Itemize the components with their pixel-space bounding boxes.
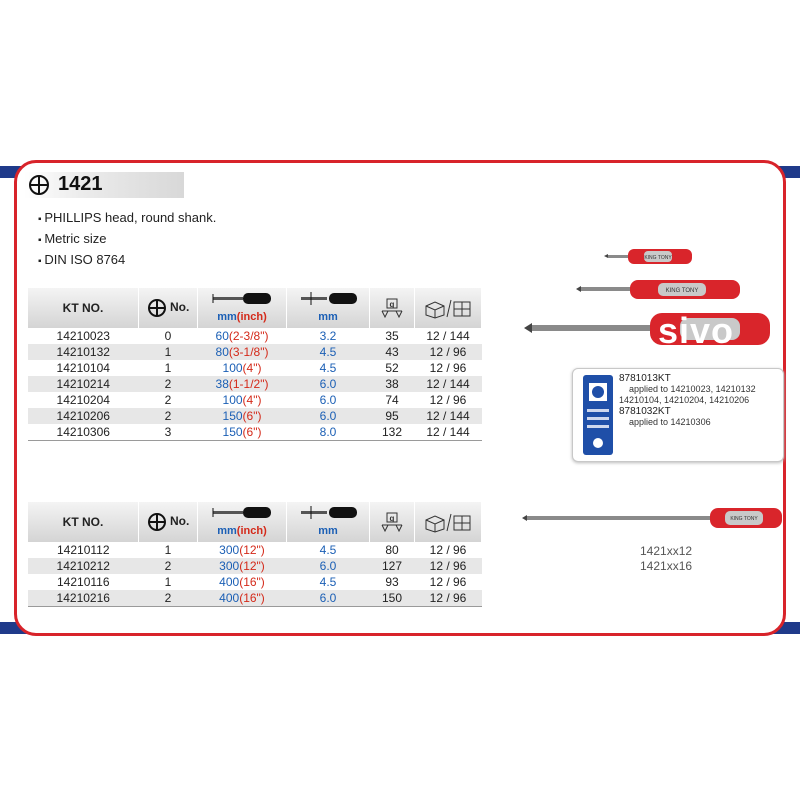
cell-packing: 12 / 144 [415,408,482,424]
length-mm: 80 [215,345,229,359]
col-tip-no [139,288,198,328]
cell-kt-no: 14210216 [28,590,139,607]
accessory-text [619,373,756,428]
cell-packing: 12 / 144 [415,424,482,441]
cell-diameter: 6.0 [287,590,370,607]
col-diameter [287,502,370,542]
cell-length [198,590,287,607]
table-row [28,590,482,607]
model-label: 1421xx16 [640,559,693,573]
table-row [28,328,482,344]
col-tip-no [139,502,198,542]
col-weight [370,288,415,328]
weight-scale-icon [380,297,404,319]
feature-item: ▪ Metric size [38,229,216,250]
phillips-cross-icon [28,174,50,196]
table-row [28,392,482,408]
length-inch: (1-1/2") [228,377,269,391]
cell-length [198,344,287,360]
length-mm: 150 [222,425,243,439]
cell-tip-no: 1 [139,542,198,558]
shank-diameter-icon [297,292,359,306]
length-mm: 300 [219,543,240,557]
length-inch: (4") [242,361,262,375]
cell-tip-no: 2 [139,590,198,607]
phillips-cross-icon [147,298,167,318]
length-mm: 300 [219,559,240,573]
col-length [198,502,287,542]
cell-weight: 52 [370,360,415,376]
accessory-applied-2: applied to 14210306 [629,417,711,427]
cell-length [198,558,287,574]
diameter-unit: mm [318,311,338,323]
svg-text:g: g [389,300,395,309]
cell-diameter: 6.0 [287,558,370,574]
cell-weight: 93 [370,574,415,590]
cell-packing: 12 / 144 [415,328,482,344]
cell-length [198,542,287,558]
model-label: 1421xx12 [640,544,693,558]
length-mm: 400 [219,591,240,605]
cell-kt-no: 14210104 [28,360,139,376]
length-inch: (6") [242,425,262,439]
table-row [28,344,482,360]
long-model-labels [640,544,692,574]
col-kt-no: KT NO. [28,502,139,542]
spec-table-body [28,328,482,441]
cell-weight: 95 [370,408,415,424]
length-unit-inch: (inch) [236,311,267,323]
cell-packing: 12 / 96 [415,558,482,574]
package-box-icon [423,511,473,533]
cell-diameter: 4.5 [287,574,370,590]
cell-diameter: 8.0 [287,424,370,441]
col-length [198,288,287,328]
cell-kt-no: 14210023 [28,328,139,344]
cell-packing: 12 / 96 [415,344,482,360]
cell-weight: 150 [370,590,415,607]
length-inch: (3-1/8") [228,345,269,359]
table-row [28,574,482,590]
cell-diameter: 6.0 [287,376,370,392]
accessory-applied-1a: applied to 14210023, 14210132 [629,384,756,394]
cell-packing: 12 / 96 [415,590,482,607]
bit-holder-package-icon [581,373,615,457]
product-title: 1421 [58,173,103,195]
cell-kt-no: 14210132 [28,344,139,360]
cell-kt-no: 14210306 [28,424,139,441]
cell-weight: 80 [370,542,415,558]
cell-packing: 12 / 96 [415,392,482,408]
cell-kt-no: 14210212 [28,558,139,574]
length-unit-mm: mm [217,525,237,537]
blade-length-icon [211,292,273,306]
cell-weight: 127 [370,558,415,574]
cell-tip-no: 2 [139,392,198,408]
cell-tip-no: 1 [139,360,198,376]
cell-packing: 12 / 96 [415,360,482,376]
cell-kt-no: 14210112 [28,542,139,558]
length-inch: (12") [239,543,265,557]
cell-diameter: 4.5 [287,542,370,558]
svg-text:KING TONY: KING TONY [644,255,672,261]
blade-length-icon [211,506,273,520]
screwdriver-set-illustration [520,240,790,360]
length-mm: 100 [222,361,243,375]
cell-kt-no: 14210206 [28,408,139,424]
cell-diameter: 4.5 [287,360,370,376]
weight-scale-icon [380,511,404,533]
cell-weight: 35 [370,328,415,344]
cell-length [198,574,287,590]
accessory-card [572,368,784,462]
cell-tip-no: 2 [139,376,198,392]
length-mm: 400 [219,575,240,589]
cell-length [198,328,287,344]
phillips-cross-icon [147,512,167,532]
cell-tip-no: 1 [139,344,198,360]
length-mm: 60 [215,329,229,343]
length-inch: (16") [239,575,265,589]
spec-table-body [28,542,482,607]
cell-tip-no: 1 [139,574,198,590]
accessory-code-2: 8781032KT [619,406,671,417]
length-mm: 100 [222,393,243,407]
cell-length [198,424,287,441]
feature-list [38,208,216,271]
cell-length [198,376,287,392]
svg-text:KING TONY: KING TONY [665,288,699,294]
cell-length [198,392,287,408]
cell-weight: 43 [370,344,415,360]
table-row [28,376,482,392]
feature-item: ▪ PHILLIPS head, round shank. [38,208,216,229]
length-unit-inch: (inch) [236,525,267,537]
col-packing [415,288,482,328]
cell-kt-no: 14210116 [28,574,139,590]
feature-item: ▪ DIN ISO 8764 [38,250,216,271]
long-screwdriver-illustration [520,500,790,540]
length-inch: (2-3/8") [228,329,269,343]
table-row [28,558,482,574]
screwdriver-small-icon [604,249,692,264]
col-tip-no-label: No. [170,514,190,529]
svg-text:g: g [389,514,395,523]
table-row [28,424,482,441]
table-row [28,542,482,558]
diameter-unit: mm [318,525,338,537]
cell-tip-no: 2 [139,408,198,424]
spec-table-long [28,502,482,607]
cell-diameter: 6.0 [287,392,370,408]
cell-diameter: 6.0 [287,408,370,424]
cell-packing: 12 / 96 [415,542,482,558]
length-inch: (4") [242,393,262,407]
package-box-icon [423,297,473,319]
accessory-applied-1b: 14210104, 14210204, 14210206 [619,395,750,405]
cell-diameter: 4.5 [287,344,370,360]
length-mm: 38 [215,377,229,391]
cell-length [198,408,287,424]
cell-weight: 132 [370,424,415,441]
cell-kt-no: 14210214 [28,376,139,392]
cell-weight: 38 [370,376,415,392]
accessory-code-1: 8781013KT [619,373,671,384]
cell-diameter: 3.2 [287,328,370,344]
col-tip-no-label: No. [170,300,190,315]
length-inch: (6") [242,409,262,423]
col-kt-no: KT NO. [28,288,139,328]
spec-table-standard [28,288,482,441]
col-packing [415,502,482,542]
shank-diameter-icon [297,506,359,520]
cell-weight: 74 [370,392,415,408]
cell-tip-no: 0 [139,328,198,344]
cell-tip-no: 3 [139,424,198,441]
svg-text:KING TONY: KING TONY [730,516,758,522]
table-row [28,360,482,376]
col-diameter [287,288,370,328]
length-inch: (16") [239,591,265,605]
screwdriver-medium-icon [576,280,740,299]
watermark-text: sivo [658,310,735,351]
cell-length [198,360,287,376]
table-row [28,408,482,424]
length-mm: 150 [222,409,243,423]
cell-packing: 12 / 144 [415,376,482,392]
cell-kt-no: 14210204 [28,392,139,408]
length-inch: (12") [239,559,265,573]
cell-packing: 12 / 96 [415,574,482,590]
col-weight [370,502,415,542]
length-unit-mm: mm [217,311,237,323]
cell-tip-no: 2 [139,558,198,574]
